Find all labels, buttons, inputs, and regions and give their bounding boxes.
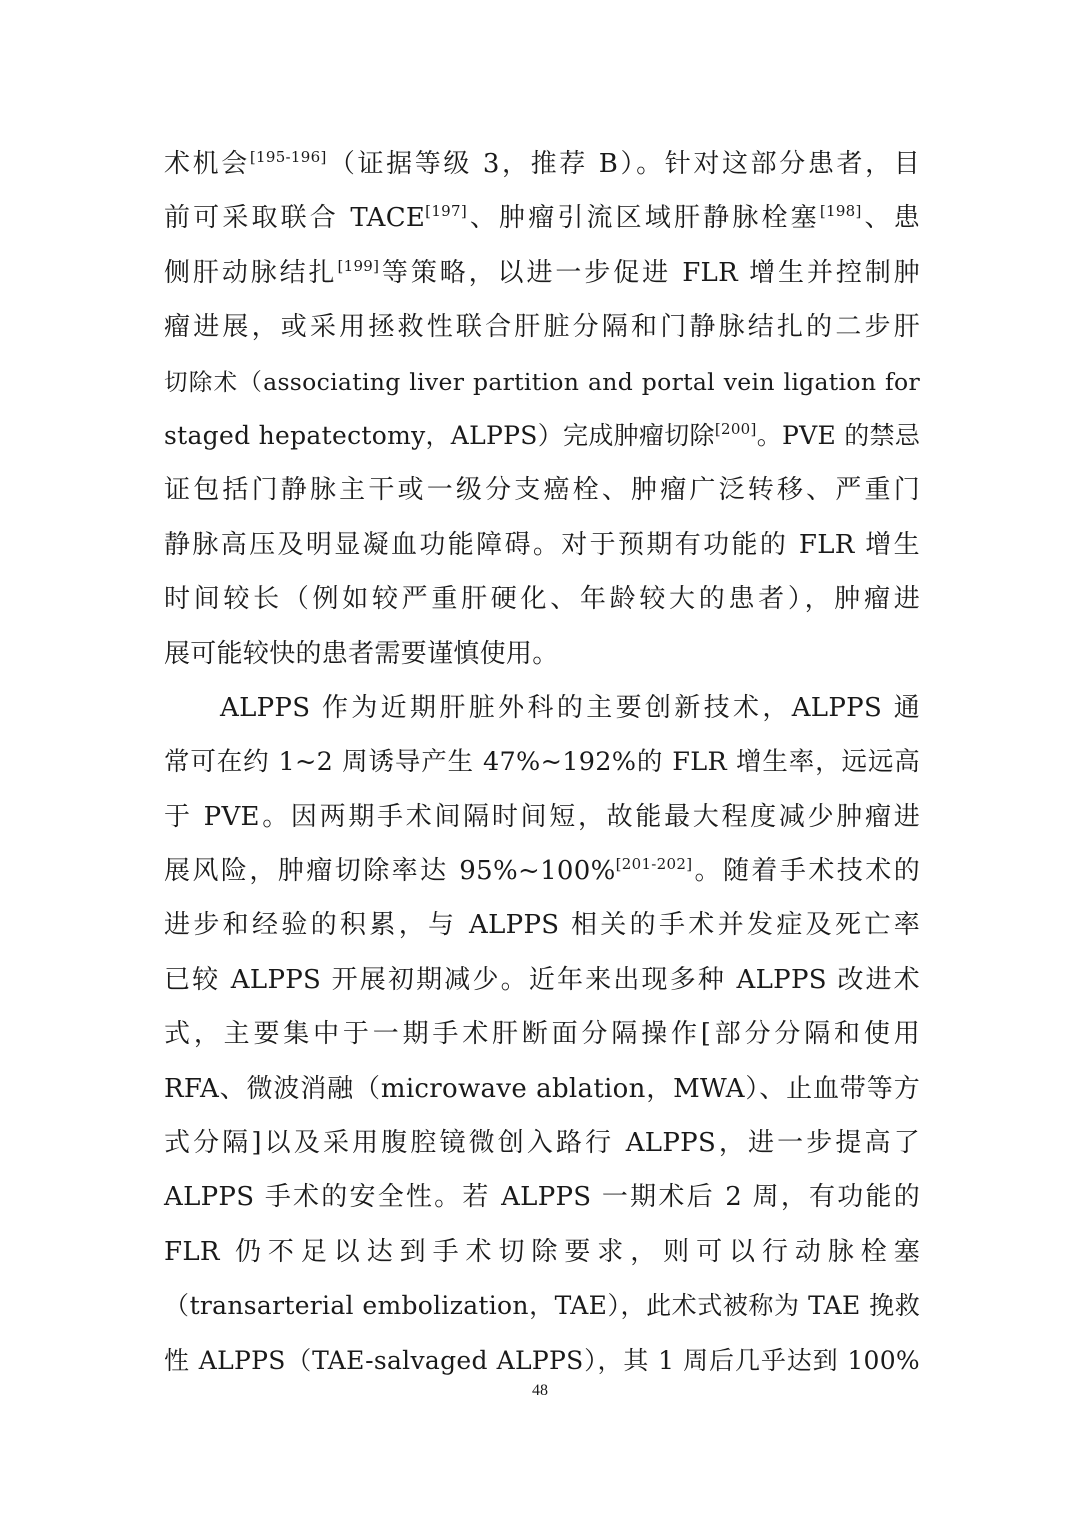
citation-ref: [197] <box>425 202 468 221</box>
citation-ref: [201-202] <box>615 855 693 874</box>
text-span: 。PVE 的禁忌 <box>756 420 921 450</box>
text-span: 、患 <box>861 203 920 234</box>
text-span: 侧肝动脉结扎 <box>164 257 338 288</box>
text-line: 时间较长（例如较严重肝硬化、年龄较大的患者），肿瘤进 <box>164 584 920 615</box>
text-span: （证据等级 3，推荐 B）。针对这部分患者，目 <box>326 149 920 179</box>
text-line <box>164 246 920 300</box>
text-line <box>164 844 920 898</box>
text-span: 前可采取联合 TACE <box>164 203 426 234</box>
paragraph-2 <box>164 681 920 1388</box>
text-span: 。随着手术技术的 <box>692 856 921 887</box>
citation-ref: [198] <box>819 202 862 221</box>
text-line: 切除术（associating liver partition and portal vein ligation for <box>164 367 920 396</box>
text-span: 等策略，以进一步促进 FLR 增生并控制肿 <box>379 257 920 288</box>
text-span: 术机会 <box>164 149 250 179</box>
text-line: RFA、微波消融（microwave ablation，MWA）、止血带等方 <box>164 1073 920 1104</box>
body-text <box>164 137 920 1388</box>
text-line: 常可在约 1~2 周诱导产生 47%~192%的 FLR 增生率，远远高 <box>164 747 920 778</box>
text-line: 已较 ALPPS 开展初期减少。近年来出现多种 ALPPS 改进术 <box>164 964 920 995</box>
text-line: 静脉高压及明显凝血功能障碍。对于预期有功能的 FLR 增生 <box>164 529 920 560</box>
text-span: staged hepatectomy，ALPPS）完成肿瘤切除 <box>164 420 715 450</box>
text-span: 展风险，肿瘤切除率达 95%~100% <box>164 856 616 887</box>
text-line: 进步和经验的积累，与 ALPPS 相关的手术并发症及死亡率 <box>164 910 920 941</box>
text-line: 性 ALPPS（TAE-salvaged ALPPS），其 1 周后几乎达到 100% <box>164 1345 920 1375</box>
text-line: 式，主要集中于一期手术肝断面分隔操作[部分分隔和使用 <box>164 1019 920 1050</box>
citation-ref: [195-196] <box>249 148 327 166</box>
text-line: 展可能较快的患者需要谨慎使用。 <box>164 638 559 669</box>
text-line <box>164 409 920 463</box>
text-line: 于 PVE。因两期手术间隔时间短，故能最大程度减少肿瘤进 <box>164 801 920 832</box>
text-line: （transarterial embolization，TAE），此术式被称为 TAE 挽救 <box>164 1291 920 1321</box>
text-line: 瘤进展，或采用拯救性联合肝脏分隔和门静脉结扎的二步肝 <box>164 312 920 343</box>
text-span: 、肿瘤引流区域肝静脉栓塞 <box>467 203 820 234</box>
citation-ref: [199] <box>337 256 380 275</box>
text-line: 式分隔]以及采用腹腔镜微创入路行 ALPPS，进一步提高了 <box>164 1128 920 1159</box>
text-line: 证包括门静脉主干或一级分支癌栓、肿瘤广泛转移、严重门 <box>164 475 920 506</box>
text-line: ALPPS 手术的安全性。若 ALPPS 一期术后 2 周，有功能的 <box>164 1182 920 1213</box>
citation-ref: [200] <box>714 419 757 438</box>
text-line <box>164 137 920 191</box>
page-number: 48 <box>532 1382 548 1399</box>
text-line <box>164 191 920 245</box>
text-line: ALPPS 作为近期肝脏外科的主要创新技术，ALPPS 通 <box>220 692 920 723</box>
paragraph-1 <box>164 137 920 681</box>
text-line: FLR 仍不足以达到手术切除要求，则可以行动脉栓塞 <box>164 1236 920 1267</box>
